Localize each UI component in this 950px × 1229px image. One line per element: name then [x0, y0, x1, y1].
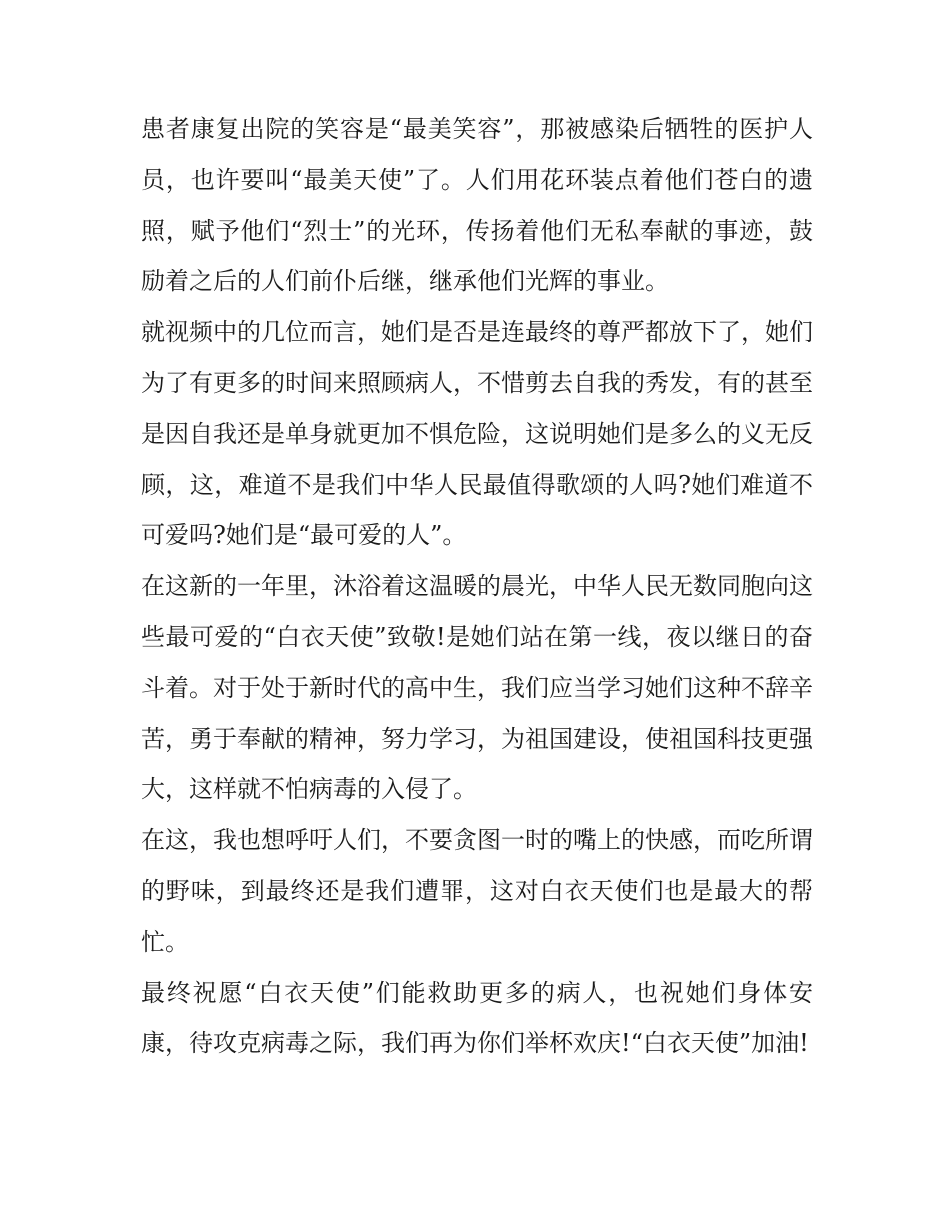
document-body — [141, 104, 813, 1069]
paragraph-5: 最终祝愿“白衣天使”们能救助更多的病人，也祝她们身体安康，待攻克病毒之际，我们再为你们举杯欢庆!“白衣天使”加油! — [141, 978, 813, 1058]
paragraph-3: 在这新的一年里，沐浴着这温暖的晨光，中华人民无数同胞向这些最可爱的“白衣天使”致敬!是她们站在第一线，夜以继日的奋斗着。对于处于新时代的高中生，我们应当学习她们这种不辞辛苦，勇于奉献的精神，努力学习，为祖国建设，使祖国科技更强大，这样就不怕病毒的入侵了。 — [141, 572, 813, 804]
paragraph-2: 就视频中的几位而言，她们是否是连最终的尊严都放下了，她们为了有更多的时间来照顾病人，不惜剪去自我的秀发，有的甚至是因自我还是单身就更加不惧危险，这说明她们是多么的义无反顾，这，难道不是我们中华人民最值得歌颂的人吗?她们难道不可爱吗?她们是“最可爱的人”。 — [141, 318, 813, 550]
paragraph-1: 患者康复出院的笑容是“最美笑容”，那被感染后牺牲的医护人员，也许要叫“最美天使”了。人们用花环装点着他们苍白的遗照，赋予他们“烈士”的光环，传扬着他们无私奉献的事迹，鼓励着之后的人们前仆后继，继承他们光辉的事业。 — [141, 115, 813, 296]
paragraph-4: 在这，我也想呼吁人们，不要贪图一时的嘴上的快感，而吃所谓的野味，到最终还是我们遭罪，这对白衣天使们也是最大的帮忙。 — [141, 826, 813, 956]
